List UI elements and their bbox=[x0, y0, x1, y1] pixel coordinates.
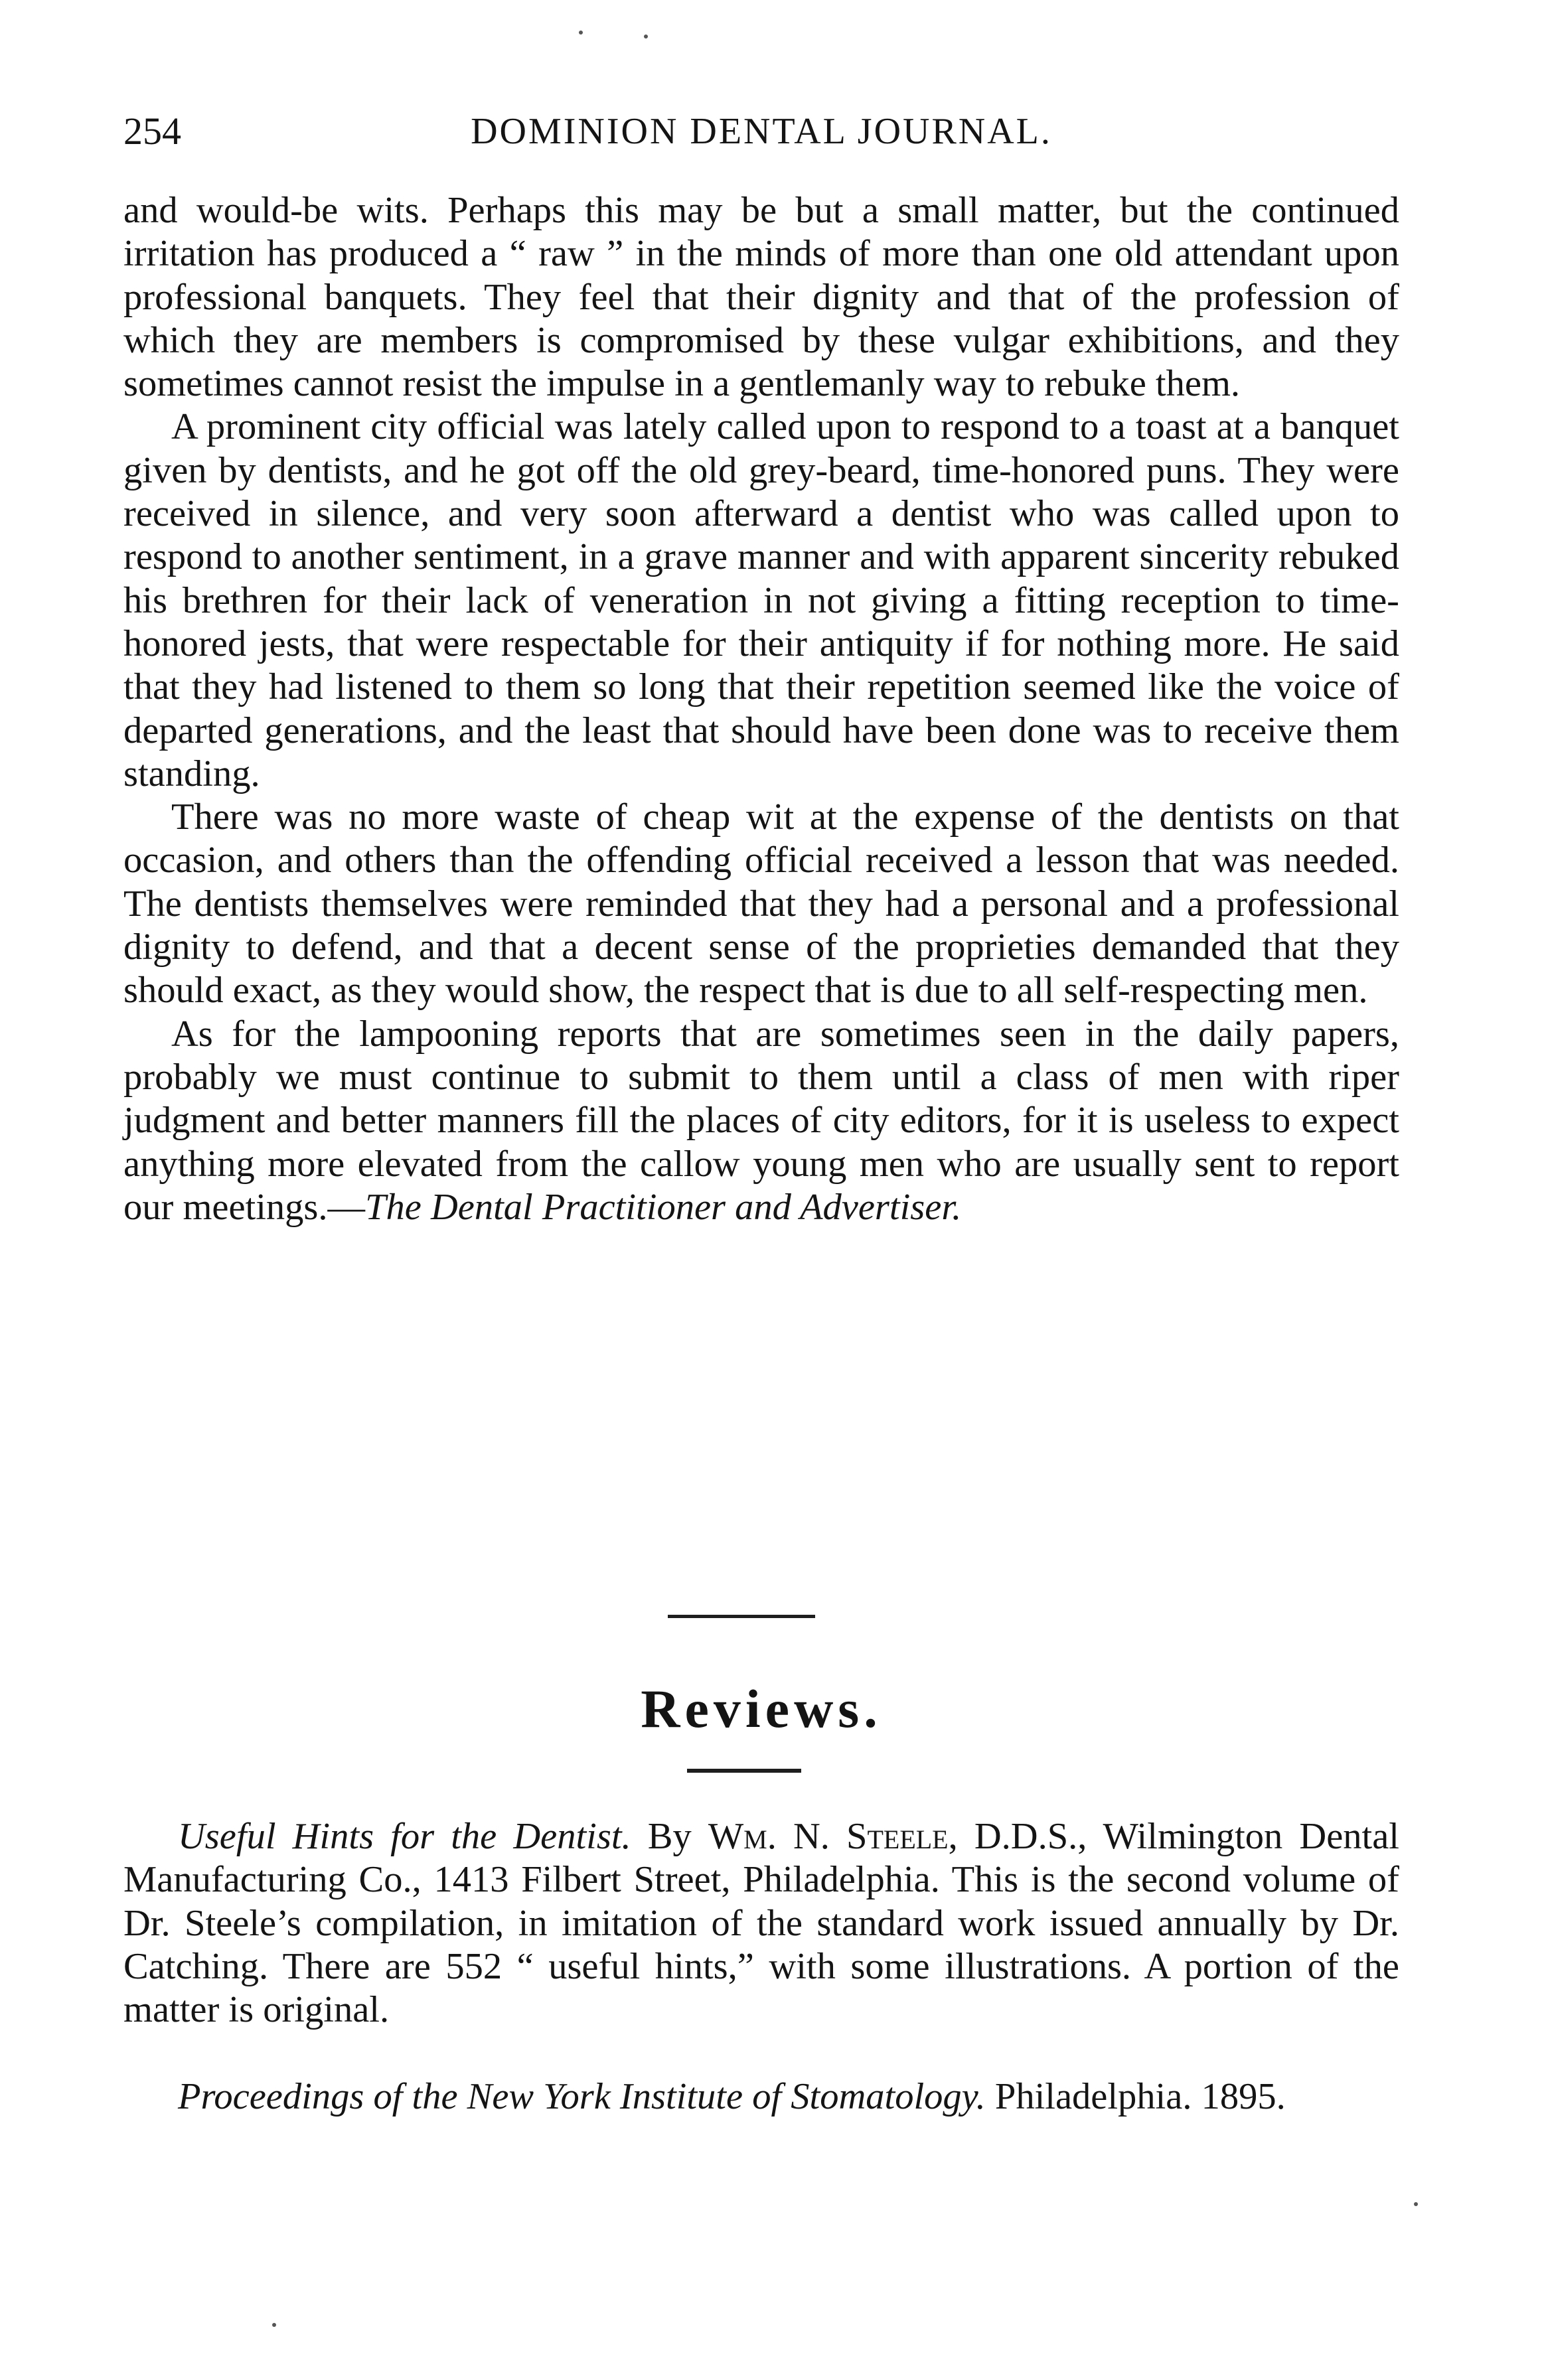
review-text: Wilmington Dental Manufacturing Co., 1413 Filbert Street, Philadelphia. This is the second volume of Dr. Steele’s compilation, in imitation of the standard work issued annually by Dr. Catching. There are 552 “ useful hints,” with some illustrations. A portion of the matter is original. bbox=[123, 1816, 1399, 2031]
reviews-list bbox=[123, 1815, 1399, 2119]
review-by: By bbox=[631, 1816, 708, 1857]
scan-speck bbox=[644, 35, 648, 38]
scan-speck bbox=[1414, 2202, 1418, 2206]
review-title: Useful Hints for the Dentist. bbox=[178, 1816, 631, 1857]
review-text: Philadelphia. 1895. bbox=[985, 2076, 1286, 2118]
paragraph-3: There was no more waste of cheap wit at the expense of the dentists on that occasion, and others than the offending official received a lesson that was needed. The dentists themselves were reminded that they had a personal and a professional dignity to defend, and that a decent sense of the proprieties demanded that they should exact, as they would show, the respect that is due to all self-respecting men. bbox=[123, 796, 1399, 1011]
section-divider-bottom bbox=[687, 1769, 801, 1773]
article-body bbox=[123, 189, 1399, 1229]
section-divider-top bbox=[668, 1615, 815, 1618]
paragraph-4-text: As for the lampooning reports that are sometimes seen in the daily papers, probably we must continue to submit to them until a class of men with riper judgment and better manners fill the places of city editors, for it is useless to expect anything more elevated from the callow young men who are usually sent to report our meetings.— bbox=[123, 1013, 1399, 1228]
review-entry-2 bbox=[123, 2075, 1399, 2119]
running-title: DOMINION DENTAL JOURNAL. bbox=[471, 111, 1052, 152]
section-heading: Reviews. bbox=[641, 1678, 882, 1739]
review-entry-1 bbox=[123, 1815, 1399, 2032]
scan-speck bbox=[272, 2323, 276, 2327]
review-author: Wm. N. Steele, D.D.S., bbox=[708, 1816, 1087, 1857]
source-citation: The Dental Practitioner and Advertiser. bbox=[365, 1186, 962, 1228]
paragraph-1: and would-be wits. Perhaps this may be but a small matter, but the continued irritation has produced a “ raw ” in the minds of more than one old attendant upon professional banquets. They feel that their dignity and that of the profession of which they are members is compromised by these vulgar exhibitions, and they sometimes cannot resist the impulse in a gentlemanly way to rebuke them. bbox=[123, 190, 1399, 405]
paragraph-2: A prominent city official was lately called upon to respond to a toast at a banquet given by dentists, and he got off the old grey-beard, time-honored puns. They were received in silence, and very soon afterward a dentist who was called upon to respond to another sentiment, in a grave manner and with apparent sincerity rebuked his brethren for their lack of veneration in not giving a fitting reception to time-honored jests, that were respectable for their antiquity if for nothing more. He said that they had listened to them so long that their repetition seemed like the voice of departed generations, and the least that should have been done was to receive them standing. bbox=[123, 406, 1399, 794]
paragraph-4 bbox=[123, 1013, 1399, 1229]
scan-speck bbox=[579, 31, 583, 35]
page-number: 254 bbox=[123, 110, 181, 153]
review-title: Proceedings of the New York Institute of Stomatology. bbox=[178, 2076, 986, 2118]
page-header bbox=[123, 105, 1399, 158]
